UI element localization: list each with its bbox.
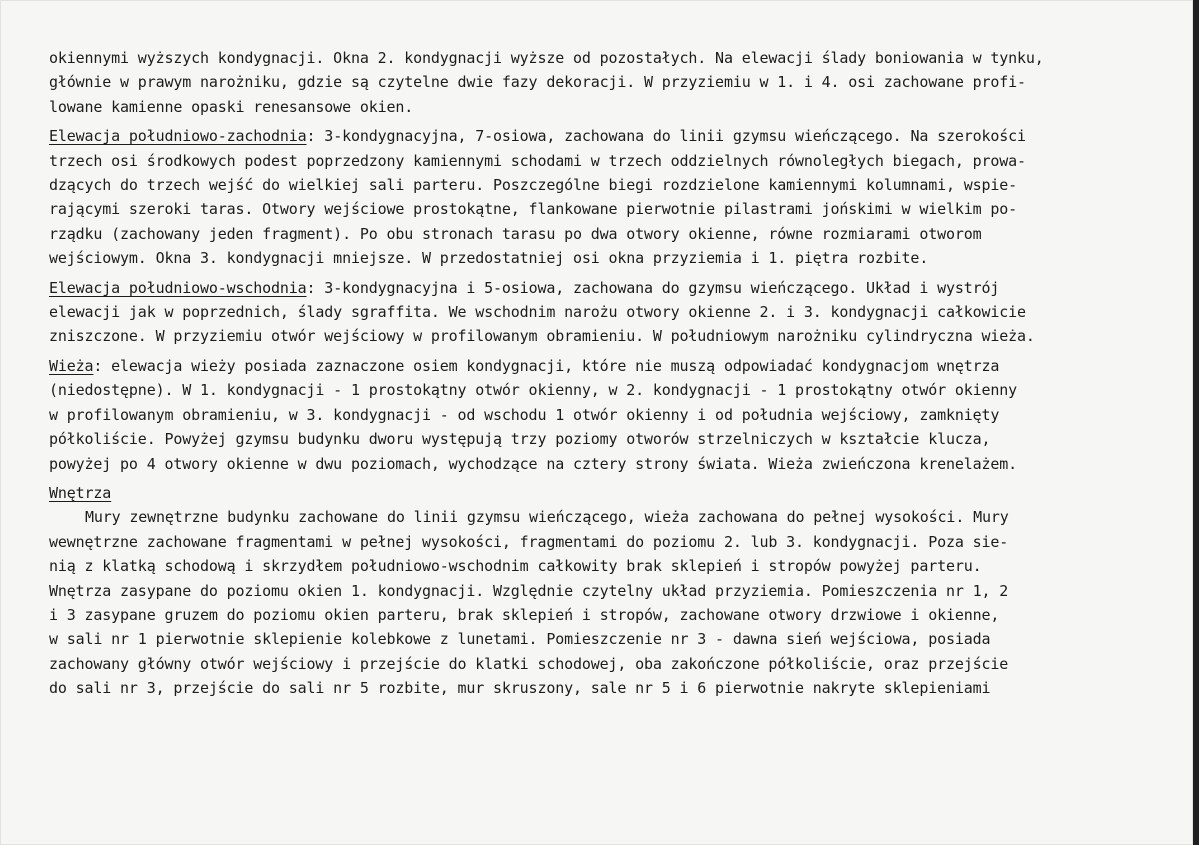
paragraph-continuation	[49, 46, 1155, 119]
text-line: elewacji jak w poprzednich, ślady sgraffita. We wschodnim narożu otwory okienne 2. i 3. kondygnacji całkowicie	[49, 303, 1026, 322]
text-line: (niedostępne). W 1. kondygnacji - 1 prostokątny otwór okienny, w 2. kondygnacji - 1 prostokątny otwór okienny	[49, 381, 1018, 400]
text-line: zachowany główny otwór wejściowy i przejście do klatki schodowej, oba zakończone półkoliście, oraz przejście	[49, 654, 1009, 673]
text-line	[49, 505, 1155, 529]
text-line: Wnętrza zasypane do poziomu okien 1. kondygnacji. Względnie czytelny układ przyziemia. Pomieszczenia nr 1, 2	[49, 581, 1009, 600]
text-line	[49, 124, 1155, 148]
section-heading-tower: Wieża	[49, 356, 94, 375]
paragraph-interiors	[49, 481, 1155, 701]
text-line-rest: : 3-kondygnacyjna, 7-osiowa, zachowana do linii gzymsu wieńczącego. Na szerokości	[306, 127, 1026, 146]
text-line: wewnętrzne zachowane fragmentami w pełnej wysokości, fragmentami do poziomu 2. lub 3. kondygnacji. Poza sie-	[49, 532, 1009, 551]
text-line: i 3 zasypane gruzem do poziomu okien parteru, brak sklepień i stropów, zachowane otwory drzwiowe i okienne,	[49, 605, 1000, 624]
text-line: okiennymi wyższych kondygnacji. Okna 2. kondygnacji wyższe od pozostałych. Na elewacji ślady boniowania w tynku,	[49, 49, 1044, 67]
text-line: zniszczone. W przyziemiu otwór wejściowy w profilowanym obramieniu. W południowym narożniku cylindryczna wieża.	[49, 327, 1035, 346]
paragraph-southwest-elevation	[49, 124, 1155, 270]
text-line: do sali nr 3, przejście do sali nr 5 rozbite, mur skruszony, sale nr 5 i 6 pierwotnie nakryte sklepieniami	[49, 679, 991, 698]
text-line: w sali nr 1 pierwotnie sklepienie kolebkowe z lunetami. Pomieszczenie nr 3 - dawna sień wejściowa, posiada	[49, 630, 991, 649]
text-line: lowane kamienne opaski renesansowe okien.	[49, 97, 414, 116]
text-line: rządku (zachowany jeden fragment). Po obu stronach tarasu po dwa otwory okienne, równe rozmiarami otworom	[49, 224, 982, 243]
section-heading-southeast: Elewacja południowo-wschodnia	[49, 278, 307, 297]
text-line-rest: : elewacja wieży posiada zaznaczone osiem kondygnacji, które nie muszą odpowiadać kondygnacjom wnętrza	[93, 356, 1000, 375]
text-line: wejściowym. Okna 3. kondygnacji mniejsze. W przedostatniej osi okna przyziemia i 1. piętra rozbite.	[49, 249, 929, 268]
text-line	[49, 481, 1155, 505]
text-line: rającymi szeroki taras. Otwory wejściowe prostokątne, flankowane pierwotnie pilastrami jońskimi w wielkim po-	[49, 200, 1018, 219]
typewritten-text	[49, 46, 1155, 706]
text-line: dzących do trzech wejść do wielkiej sali parteru. Poszczególne biegi rozdzielone kamiennymi kolumnami, wspie-	[49, 176, 1018, 195]
text-line: półkoliście. Powyżej gzymsu budynku dworu występują trzy poziomy otworów strzelniczych w kształcie klucza,	[49, 430, 991, 449]
paragraph-tower	[49, 354, 1155, 476]
section-heading-southwest: Elewacja południowo-zachodnia	[49, 127, 307, 146]
text-line-rest: Mury zewnętrzne budynku zachowane do linii gzymsu wieńczącego, wieża zachowana do pełnej wysokości. Mury	[85, 508, 1009, 527]
text-line: powyżej po 4 otwory okienne w dwu poziomach, wychodzące na cztery strony świata. Wieża zwieńczona krenelażem.	[49, 454, 1018, 473]
section-heading-interiors: Wnętrza	[49, 483, 112, 502]
text-line: w profilowanym obramieniu, w 3. kondygnacji - od wschodu 1 otwór okienny i od południa wejściowy, zamknięty	[49, 405, 1000, 424]
paragraph-southeast-elevation	[49, 276, 1155, 349]
text-line-rest: : 3-kondygnacyjna i 5-osiowa, zachowana do gzymsu wieńczącego. Układ i wystrój	[306, 278, 1000, 297]
text-line	[49, 276, 1155, 300]
text-line: głównie w prawym narożniku, gdzie są czytelne dwie fazy dekoracji. W przyziemiu w 1. i 4. osi zachowane profi-	[49, 73, 1026, 92]
text-line	[49, 354, 1155, 378]
text-line: trzech osi środkowych podest poprzedzony kamiennymi schodami w trzech oddzielnych równoległych biegach, prowa-	[49, 151, 1026, 170]
text-line: nią z klatką schodową i skrzydłem południowo-wschodnim całkowity brak sklepień i stropów powyżej parteru.	[49, 557, 982, 576]
